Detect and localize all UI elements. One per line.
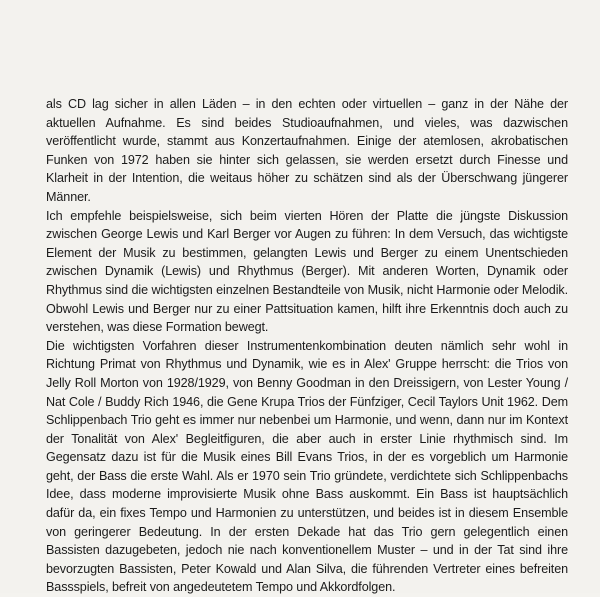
paragraph-3: Die wichtigsten Vorfahren dieser Instrumentenkombination deuten nämlich sehr wohl in Richtung Primat von Rhythmus und Dynamik, wie es in Alex' Gruppe herrscht: die Trios von Jelly Roll Morton von 1928/1929, von Benny Goodman in den Dreissigern, von Lester Young / Nat Cole / Buddy Rich 1946, die Gene Krupa Trios der Fünfziger, Cecil Taylors Unit 1962. Dem Schlippenbach Trio geht es immer nur nebenbei um Harmonie, und wenn, dann nur im Kontext der Tonalität von Alex' Begleitfiguren, die aber auch in erster Linie rhythmisch sind. Im Gegensatz dazu ist für die Musik eines Bill Evans Trios, in der es vorgeblich um Harmonie geht, der Bass die erste Wahl. Als er 1970 sein Trio gründete, verdichtete sich Schlippenbachs Idee, dass moderne improvisierte Musik ohne Bass auskommt. Ein Bass ist hauptsächlich dafür da, ein fixes Tempo und Harmonien zu unterstützen, und beides ist in diesem Ensemble von geringerer Bedeutung. In der ersten Dekade hat das Trio gern gelegentlich einen Bassisten dazugebeten, jedoch nie nach konventionellem Muster – und in der Tat sind ihre bevorzugten Bassisten, Peter Kowald und Alan Silva, die führenden Vertreter eines befreiten Bassspiels, befreit von angedeutetem Tempo und Akkordfolgen. — [46, 338, 568, 595]
paragraph-2: Ich empfehle beispielsweise, sich beim vierten Hören der Platte die jüngste Diskussion zwischen George Lewis und Karl Berger vor Augen zu führen: In dem Versuch, das wichtigste Element der Musik zu bestimmen, gelangten Lewis und Berger zu einem Unentschieden zwischen Dynamik (Lewis) und Rhythmus (Berger). Mit anderen Worten, Dynamik oder Rhythmus sind die wichtigsten einzelnen Bestandteile von Musik, nicht Harmonie oder Melodik. Obwohl Lewis und Berger nur zu einer Pattsituation kamen, hilft ihre Erkenntnis doch auch zu verstehen, was diese Formation bewegt. — [46, 208, 568, 335]
paragraph-1: als CD lag sicher in allen Läden – in den echten oder virtuellen – ganz in der Nähe der aktuellen Aufnahme. Es sind beides Studioaufnahmen, und vieles, was dazwischen veröffentlicht wurde, stammt aus Konzertaufnahmen. Einige der atemlosen, akrobatischen Funken von 1972 haben sie hinter sich gelassen, sie werden ersetzt durch Finesse und Klarheit in der Intention, die weitaus höher zu schätzen sind als der Überschwang jüngerer Männer. — [46, 97, 568, 204]
body-text — [46, 95, 568, 597]
